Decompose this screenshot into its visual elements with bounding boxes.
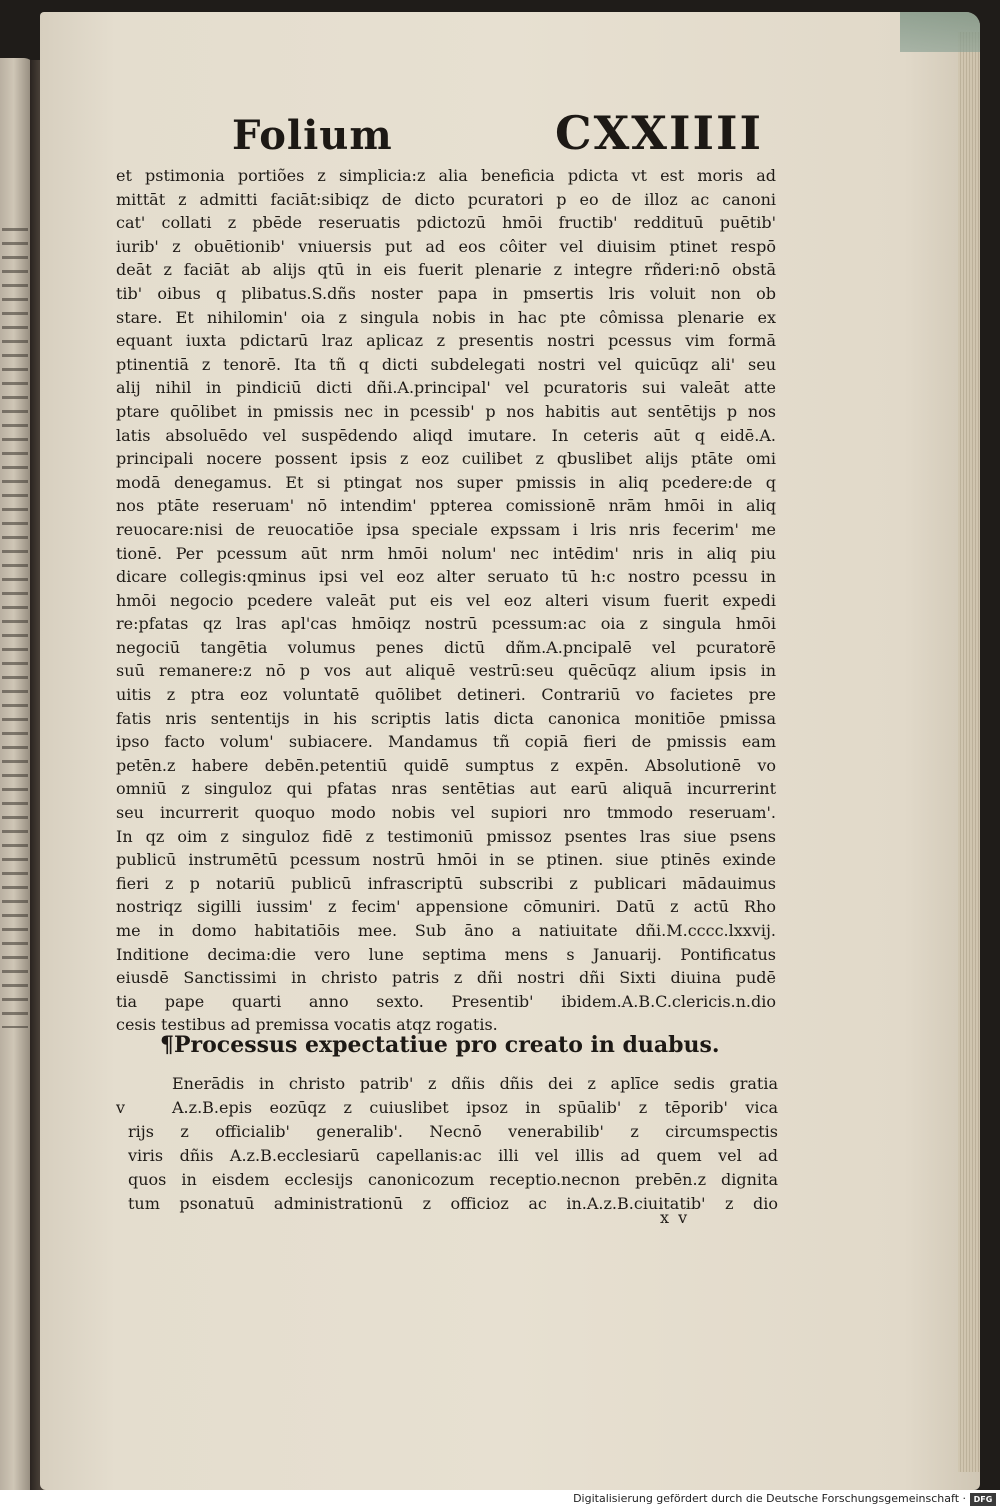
folium-label: Folium <box>232 112 393 159</box>
text-line: ptinentiā z tenorē. Ita tñ q dicti subdelegati nostri vel quicūqz ali' seu <box>116 354 776 374</box>
text-line: nostriqz sigilli iussim' z fecim' appensione cōmuniri. Datū z actū Rho <box>116 897 776 917</box>
text-line: equant iuxta pdictarū lraz aplicaz z presentis nostri pcessus vim formā <box>116 331 776 351</box>
text-line: eiusdē Sanctissimi in christo patris z dñi nostri dñi Sixti diuina pudē <box>116 968 776 988</box>
text-line: mittāt z admitti faciāt:sibiqz de dicto pcuratori p eo de illoz ac canoni <box>116 189 776 209</box>
text-line: Inditione decima:die vero lune septima mens s Januarij. Pontificatus <box>116 944 776 964</box>
text-line: latis absoluēdo vel suspēdendo aliqd imutare. In ceteris aūt q eidē.A. <box>116 425 776 445</box>
text-line: petēn.z habere debēn.petentiū quidē sumptus z expēn. Absolutionē vo <box>116 755 776 775</box>
text-line: stare. Et nihilomin' oia z singula nobis in hac pte cômissa plenarie ex <box>116 307 776 327</box>
text-line: suū remanere:z nō p vos aut aliquē vestrū:seu quēcūqz alium ipsis in <box>116 661 776 681</box>
text-line: tum psonatuū administrationū z officioz ac in.A.z.B.ciuitatib' z dio <box>128 1194 778 1213</box>
text-line: alij nihil in pindiciū dicti dñi.A.principal' vel pcuratoris sui valeāt atte <box>116 378 776 398</box>
folio-number: CXXIIII <box>555 106 764 160</box>
text-line: omniū z singuloz qui pfatas nras sentētias aut earū aliquā incurrerint <box>116 779 776 799</box>
main-text-block <box>116 164 776 1037</box>
text-line: tionē. Per pcessum aūt nrm hmōi nolum' nec intēdim' nris in aliq piu <box>116 543 776 563</box>
margin-letter: v <box>116 1098 126 1117</box>
text-line: publicū instrumētū pcessum nostrū hmōi in se ptinen. siue ptinēs exinde <box>116 850 776 870</box>
footer-bar <box>0 1490 1000 1510</box>
text-line: fieri z p notariū publicū infrascriptū subscribi z publicari mādauimus <box>116 873 776 893</box>
text-line: A.z.B.epis eozūqz z cuiuslibet ipsoz in spūalib' z tēporib' vica <box>172 1098 778 1117</box>
text-line: seu incurrerit quoquo modo nobis vel supiori nro tmmodo reseruam'. <box>116 803 776 823</box>
text-line: dicare collegis:qminus ipsi vel eoz alter seruato tū h:c nostro pcessu in <box>116 567 776 587</box>
section-text-block <box>128 1072 778 1216</box>
text-line: Enerādis in christo patrib' z dñis dñis dei z aplīce sedis gratia <box>172 1074 778 1093</box>
text-line: re:pfatas qz lras apl'cas hmōiqz nostrū pcessum:ac oia z singula hmōi <box>116 614 776 634</box>
left-page-edge <box>0 58 34 1498</box>
text-line: principali nocere possent ipsis z eoz cuilibet z qbuslibet alijs ptāte omi <box>116 449 776 469</box>
text-line: et pstimonia portiões z simplicia:z alia beneficia pdicta vt est moris ad <box>116 166 776 185</box>
text-line: In qz oim z singuloz fidē z testimoniū pmissoz psentes lras siue psens <box>116 826 776 846</box>
text-line: me in domo habitatiōis mee. Sub āno a natiuitate dñi.M.cccc.lxxvij. <box>116 921 776 940</box>
text-line: fatis nris sententijs in his scriptis latis dicta canonica monitiōe pmissa <box>116 708 776 728</box>
dfg-logo-icon: DFG <box>970 1493 996 1506</box>
text-line: tib' oibus q plibatus.S.dñs noster papa in pmsertis lris voluit non ob <box>116 283 776 303</box>
text-line: reuocare:nisi de reuocatiōe ipsa speciale expssam i lris nris fecerim' me <box>116 519 776 539</box>
text-line: nos ptāte reseruam' nō intendim' ppterea comissionē nrām hmōi in aliq <box>116 496 776 516</box>
text-line: viris dñis A.z.B.ecclesiarū capellanis:ac illi vel illis ad quem vel ad <box>128 1146 778 1165</box>
text-line: uitis z ptra eoz voluntatē quōlibet detineri. Contrariū vo facietes pre <box>116 685 776 705</box>
text-line: cat' collati z pbēde reseruatis pdictozū hmōi fructib' reddituū puētib' <box>116 213 776 233</box>
text-line: modā denegamus. Et si ptingat nos super pmissis in aliq pcedere:de q <box>116 472 776 492</box>
section-heading: ¶Processus expectatiue pro creato in duabus. <box>160 1032 720 1058</box>
text-line: rijs z officialib' generalib'. Necnō venerabilib' z circumspectis <box>128 1122 778 1141</box>
signature-mark: x v <box>660 1208 690 1227</box>
funding-credit: Digitalisierung gefördert durch die Deutsche Forschungsgemeinschaft · <box>573 1492 966 1505</box>
text-line: ipso facto volum' subiacere. Mandamus tñ copiā fieri de pmissis eam <box>116 732 776 752</box>
text-line: iurib' z obuētionib' vniuersis put ad eos côiter vel diuisim ptinet respō <box>116 236 776 256</box>
text-line: quos in eisdem ecclesijs canonicozum receptio.necnon prebēn.z dignita <box>128 1170 778 1189</box>
text-line: deāt z faciāt ab alijs qtū in eis fuerit plenarie z integre rñderi:nō obstā <box>116 260 776 280</box>
text-line: ptare quōlibet in pmissis nec in pcessib' p nos habitis aut sentētijs p nos <box>116 401 776 421</box>
text-line: negociū tangētia volumus penes dictū dñm.A.pncipalē vel pcuratorē <box>116 637 776 657</box>
text-line: hmōi negocio pcedere valeāt put eis vel eoz alteri visum fuerit expedi <box>116 590 776 610</box>
text-line: cesis testibus ad premissa vocatis atqz rogatis. <box>116 1015 498 1035</box>
left-page-text-fragment <box>2 228 28 1028</box>
page-corner <box>900 12 980 52</box>
page-stack-edge <box>958 32 980 1472</box>
text-line: tia pape quarti anno sexto. Presentib' ibidem.A.B.C.clericis.n.dio <box>116 991 776 1011</box>
